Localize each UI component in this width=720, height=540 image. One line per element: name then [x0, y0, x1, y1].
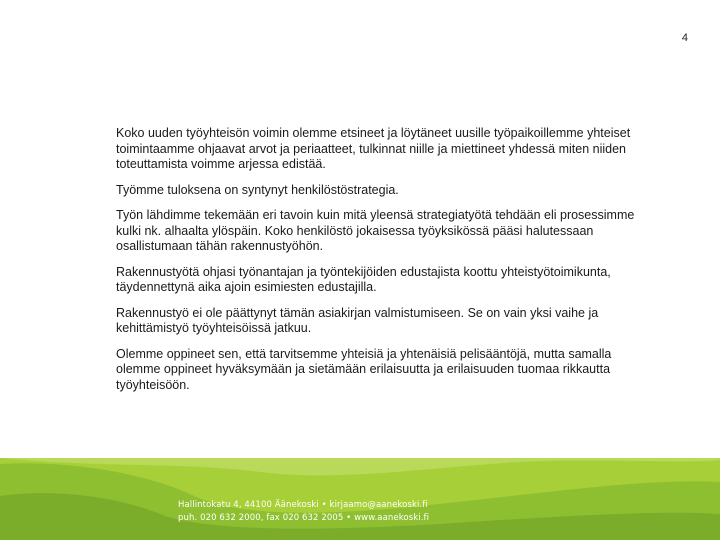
footer-address: Hallintokatu 4, 44100 Äänekoski • kirjaamo@aanekoski.fi	[178, 500, 428, 510]
paragraph-4: Rakennustyötä ohjasi työnantajan ja työntekijöiden edustajista koottu yhteistyötoimikunta, täydennettynä aika ajoin esimiesten edustajilla.	[116, 264, 611, 294]
body-text	[116, 126, 636, 403]
paragraph-1: Koko uuden työyhteisön voimin olemme etsineet ja löytäneet uusille työpaikoillemme yhteiset toimintaamme ohjaavat arvot ja periaatteet, tulkinnat niille ja miettineet yhdessä miten niiden toteuttamista voimme arjessa edistää.	[116, 126, 631, 171]
page-number: 4	[681, 32, 688, 44]
footer-banner	[0, 458, 720, 540]
footer-contact	[178, 499, 429, 525]
footer-phone: puh. 020 632 2000, fax 020 632 2005 • www.aanekoski.fi	[178, 513, 430, 523]
paragraph-6: Olemme oppineet sen, että tarvitsemme yhteisiä ja yhtenäisiä pelisääntöjä, mutta samalla olemme oppineet hyväksymään ja sietämään erilaisuutta ja erilaisuuden tuomaa rikkautta työyhteisöön.	[116, 346, 612, 392]
paragraph-2: Työmme tuloksena on syntynyt henkilöstöstrategia.	[116, 182, 399, 197]
paragraph-3: Työn lähdimme tekemään eri tavoin kuin mitä yleensä strategiatyötä tehdään eli prosessimme kulki nk. alhaalta ylöspäin. Koko henkilöstö jokaisessa työyksikössä pääsi halutessaan osallistumaan tähän rakennustyöhön.	[116, 208, 635, 253]
paragraph-5: Rakennustyö ei ole päättynyt tämän asiakirjan valmistumiseen. Se on vain yksi vaihe ja kehittämistyö työyhteisöissä jatkuu.	[116, 305, 599, 335]
